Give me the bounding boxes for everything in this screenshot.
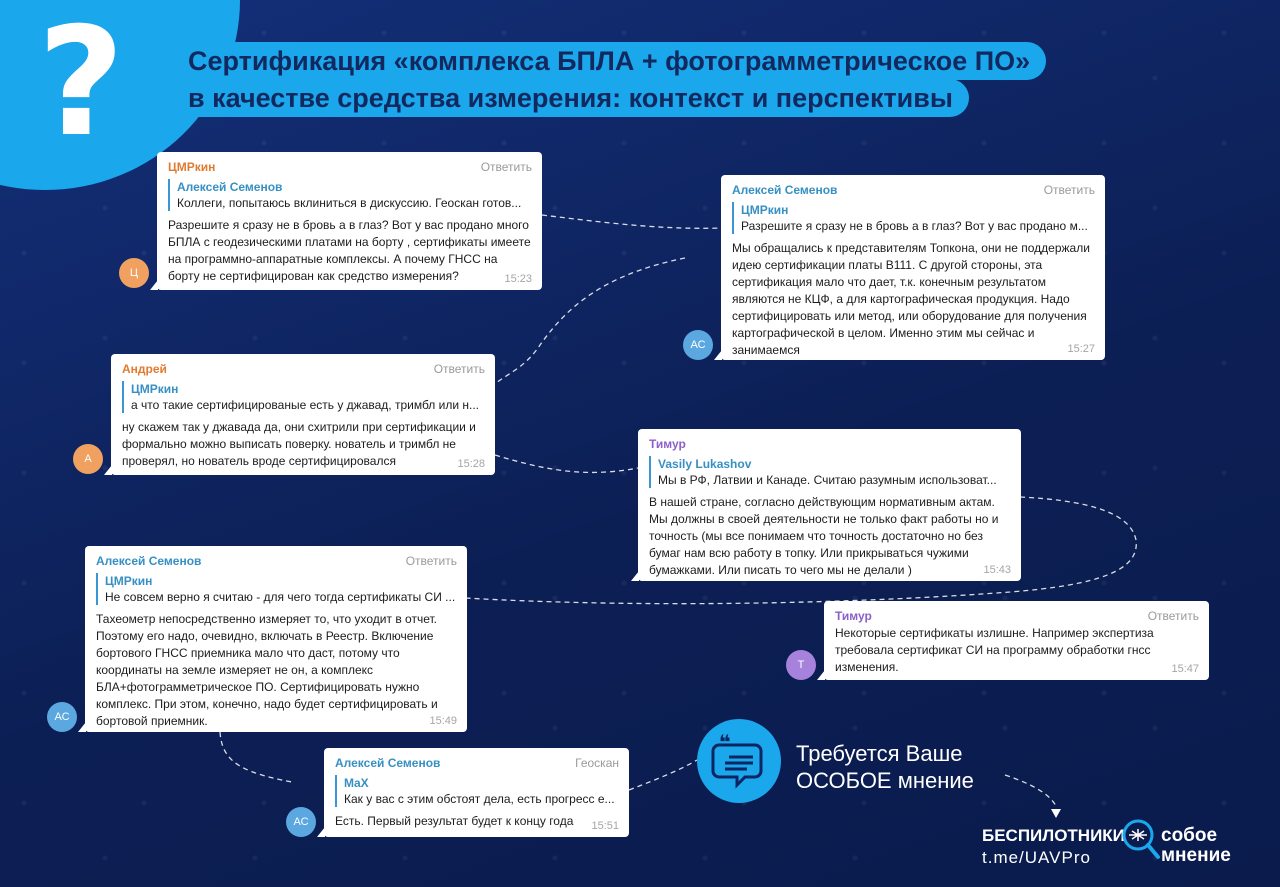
avatar: АС (286, 807, 316, 837)
message-header (649, 435, 1011, 453)
quote-text: Мы в РФ, Латвии и Канаде. Считаю разумным использоват... (658, 473, 997, 487)
message-header (835, 607, 1199, 625)
message-text: ну скажем так у джавада да, они схитрили при сертификации и формально можно выписать поверку. нователь и тримбл не проверял, но нователь вроде сертифицировался (122, 420, 476, 468)
message-author: Алексей Семенов (96, 554, 202, 568)
quote-text: а что такие сертифицированые есть у джавад, тримбл или н... (131, 398, 479, 412)
message-time: 15:28 (457, 458, 485, 470)
message-text: Разрешите я сразу не в бровь а в глаз? Вот у вас продано много БПЛА с геодезическими платами на борту , сертификаты имеете на программно-аппаратные комплексы. А почему ГНСС на борту не сертифицирован как средство измерения? (168, 218, 531, 283)
quote-text: Не совсем верно я считаю - для чего тогда сертификаты СИ ... (105, 590, 456, 604)
quote-author: Алексей Семенов (177, 180, 283, 194)
avatar: Т (786, 650, 816, 680)
message-author: Алексей Семенов (335, 756, 441, 770)
reply-quote[interactable] (168, 179, 532, 211)
quote-author: ЦМРкин (131, 382, 179, 396)
callout-text (796, 740, 974, 794)
reply-quote[interactable] (649, 456, 1011, 488)
message-header (122, 360, 485, 378)
message-author: Тимур (835, 609, 872, 623)
message-header (335, 754, 619, 772)
message-time: 15:27 (1067, 343, 1095, 355)
title-line-2: в качестве средства измерения: контекст и перспективы (178, 79, 969, 117)
message-header (168, 158, 532, 176)
reply-button[interactable]: Ответить (480, 160, 532, 174)
brand-logo-line-2: мнение (1161, 845, 1231, 866)
message-header (96, 552, 457, 570)
reply-button[interactable]: Ответить (405, 554, 457, 568)
message-time: 15:51 (591, 820, 619, 832)
quote-author: Vasily Lukashov (658, 457, 752, 471)
avatar: Ц (119, 258, 149, 288)
message-text: Некоторые сертификаты излишне. Например экспертиза требовала сертификат СИ на программу обработки гнсс изменения. (835, 626, 1154, 674)
message-bubble (157, 152, 542, 290)
connector-5-7 (220, 732, 292, 782)
message-time: 15:23 (504, 273, 532, 285)
reply-quote[interactable] (335, 775, 619, 807)
quote-author: MaX (344, 776, 369, 790)
message-bubble (721, 175, 1105, 360)
callout-line-1: Требуется Ваше (796, 741, 963, 766)
message-header (732, 181, 1095, 199)
message-bubble (824, 601, 1209, 680)
magnifier-drone-logo-icon (1118, 815, 1162, 861)
chat-quote-icon (697, 719, 781, 803)
message-time: 15:49 (429, 715, 457, 727)
reply-quote[interactable] (122, 381, 485, 413)
question-mark-icon: ? (37, 0, 125, 170)
message-author: Андрей (122, 362, 167, 376)
reply-quote[interactable] (732, 202, 1095, 234)
message-text: Тахеометр непосредственно измеряет то, что уходит в отчет. Поэтому его надо, очевидно, включать в Реестр. Включение бортового ГНСС приемника мало что даст, потому что координаты на земле измеряет не он, а комплекс БЛА+фотограмметрическое ПО. Сертифицировать нужно комплекс. При этом, конечно, надо будет сертифицировать и бортовой приемник. (96, 612, 438, 728)
message-author: Алексей Семенов (732, 183, 838, 197)
brand-logo-text (1161, 826, 1231, 866)
connector-1-2 (542, 215, 722, 228)
quote-author: ЦМРкин (105, 574, 153, 588)
brand-link[interactable]: t.me/UAVPro (982, 848, 1091, 867)
message-text: Есть. Первый результат будет к концу года (335, 814, 574, 828)
callout-line-2: ОСОБОЕ мнение (796, 768, 974, 793)
svg-text:❝: ❝ (719, 730, 731, 754)
message-bubble (85, 546, 467, 732)
message-time: 15:47 (1171, 663, 1199, 675)
avatar: АС (683, 330, 713, 360)
connector-3-4 (495, 455, 638, 472)
message-author: Тимур (649, 437, 686, 451)
brand-logo-line-1: собое (1161, 825, 1218, 846)
reply-quote[interactable] (96, 573, 457, 605)
avatar: А (73, 444, 103, 474)
message-text: Мы обращались к представителям Топкона, они не поддержали идею сертификации платы В111. С другой стороны, эта сертификация мало что дает, т.к. конечным результатом являются не КЦФ, а для картографическая продукция. Надо сертифицировать или метод, или оборудование для получения картографической в целом. Именно этим мы сейчас и занимаемся (732, 241, 1090, 357)
connector-callout-brand (1005, 775, 1056, 806)
reply-button[interactable]: Ответить (1043, 183, 1095, 197)
reply-button[interactable]: Ответить (1147, 609, 1199, 623)
quote-text: Коллеги, попытаюсь вклиниться в дискуссию. Геоскан готов... (177, 196, 522, 210)
message-bubble (638, 429, 1021, 581)
reply-button[interactable]: Ответить (433, 362, 485, 376)
message-bubble (111, 354, 495, 475)
message-time: 15:43 (983, 564, 1011, 576)
avatar: АС (47, 702, 77, 732)
quote-text: Разрешите я сразу не в бровь а в глаз? Вот у вас продано м... (741, 219, 1088, 233)
connector-7-callout (629, 760, 697, 790)
brand-name: БЕСПИЛОТНИКИ (982, 826, 1125, 845)
title-line-1: Сертификация «комплекса БПЛА + фотограмметрическое ПО» (178, 42, 1046, 80)
message-author: ЦМРкин (168, 160, 216, 174)
message-text: В нашей стране, согласно действующим нормативным актам. Мы должны в своей деятельности не только факт работы но и точность (мы все понимаем что точность достаточно но без бумаг нам всю работу в топку. Или прикрываться чужими бумажками. Или писать то чего мы не делали ) (649, 495, 999, 577)
quote-author: ЦМРкин (741, 203, 789, 217)
quote-text: Как у вас с этим обстоят дела, есть прогресс е... (344, 792, 615, 806)
reply-button[interactable]: Геоскан (575, 756, 619, 770)
arrow-down-icon (1051, 809, 1061, 818)
message-bubble (324, 748, 629, 837)
